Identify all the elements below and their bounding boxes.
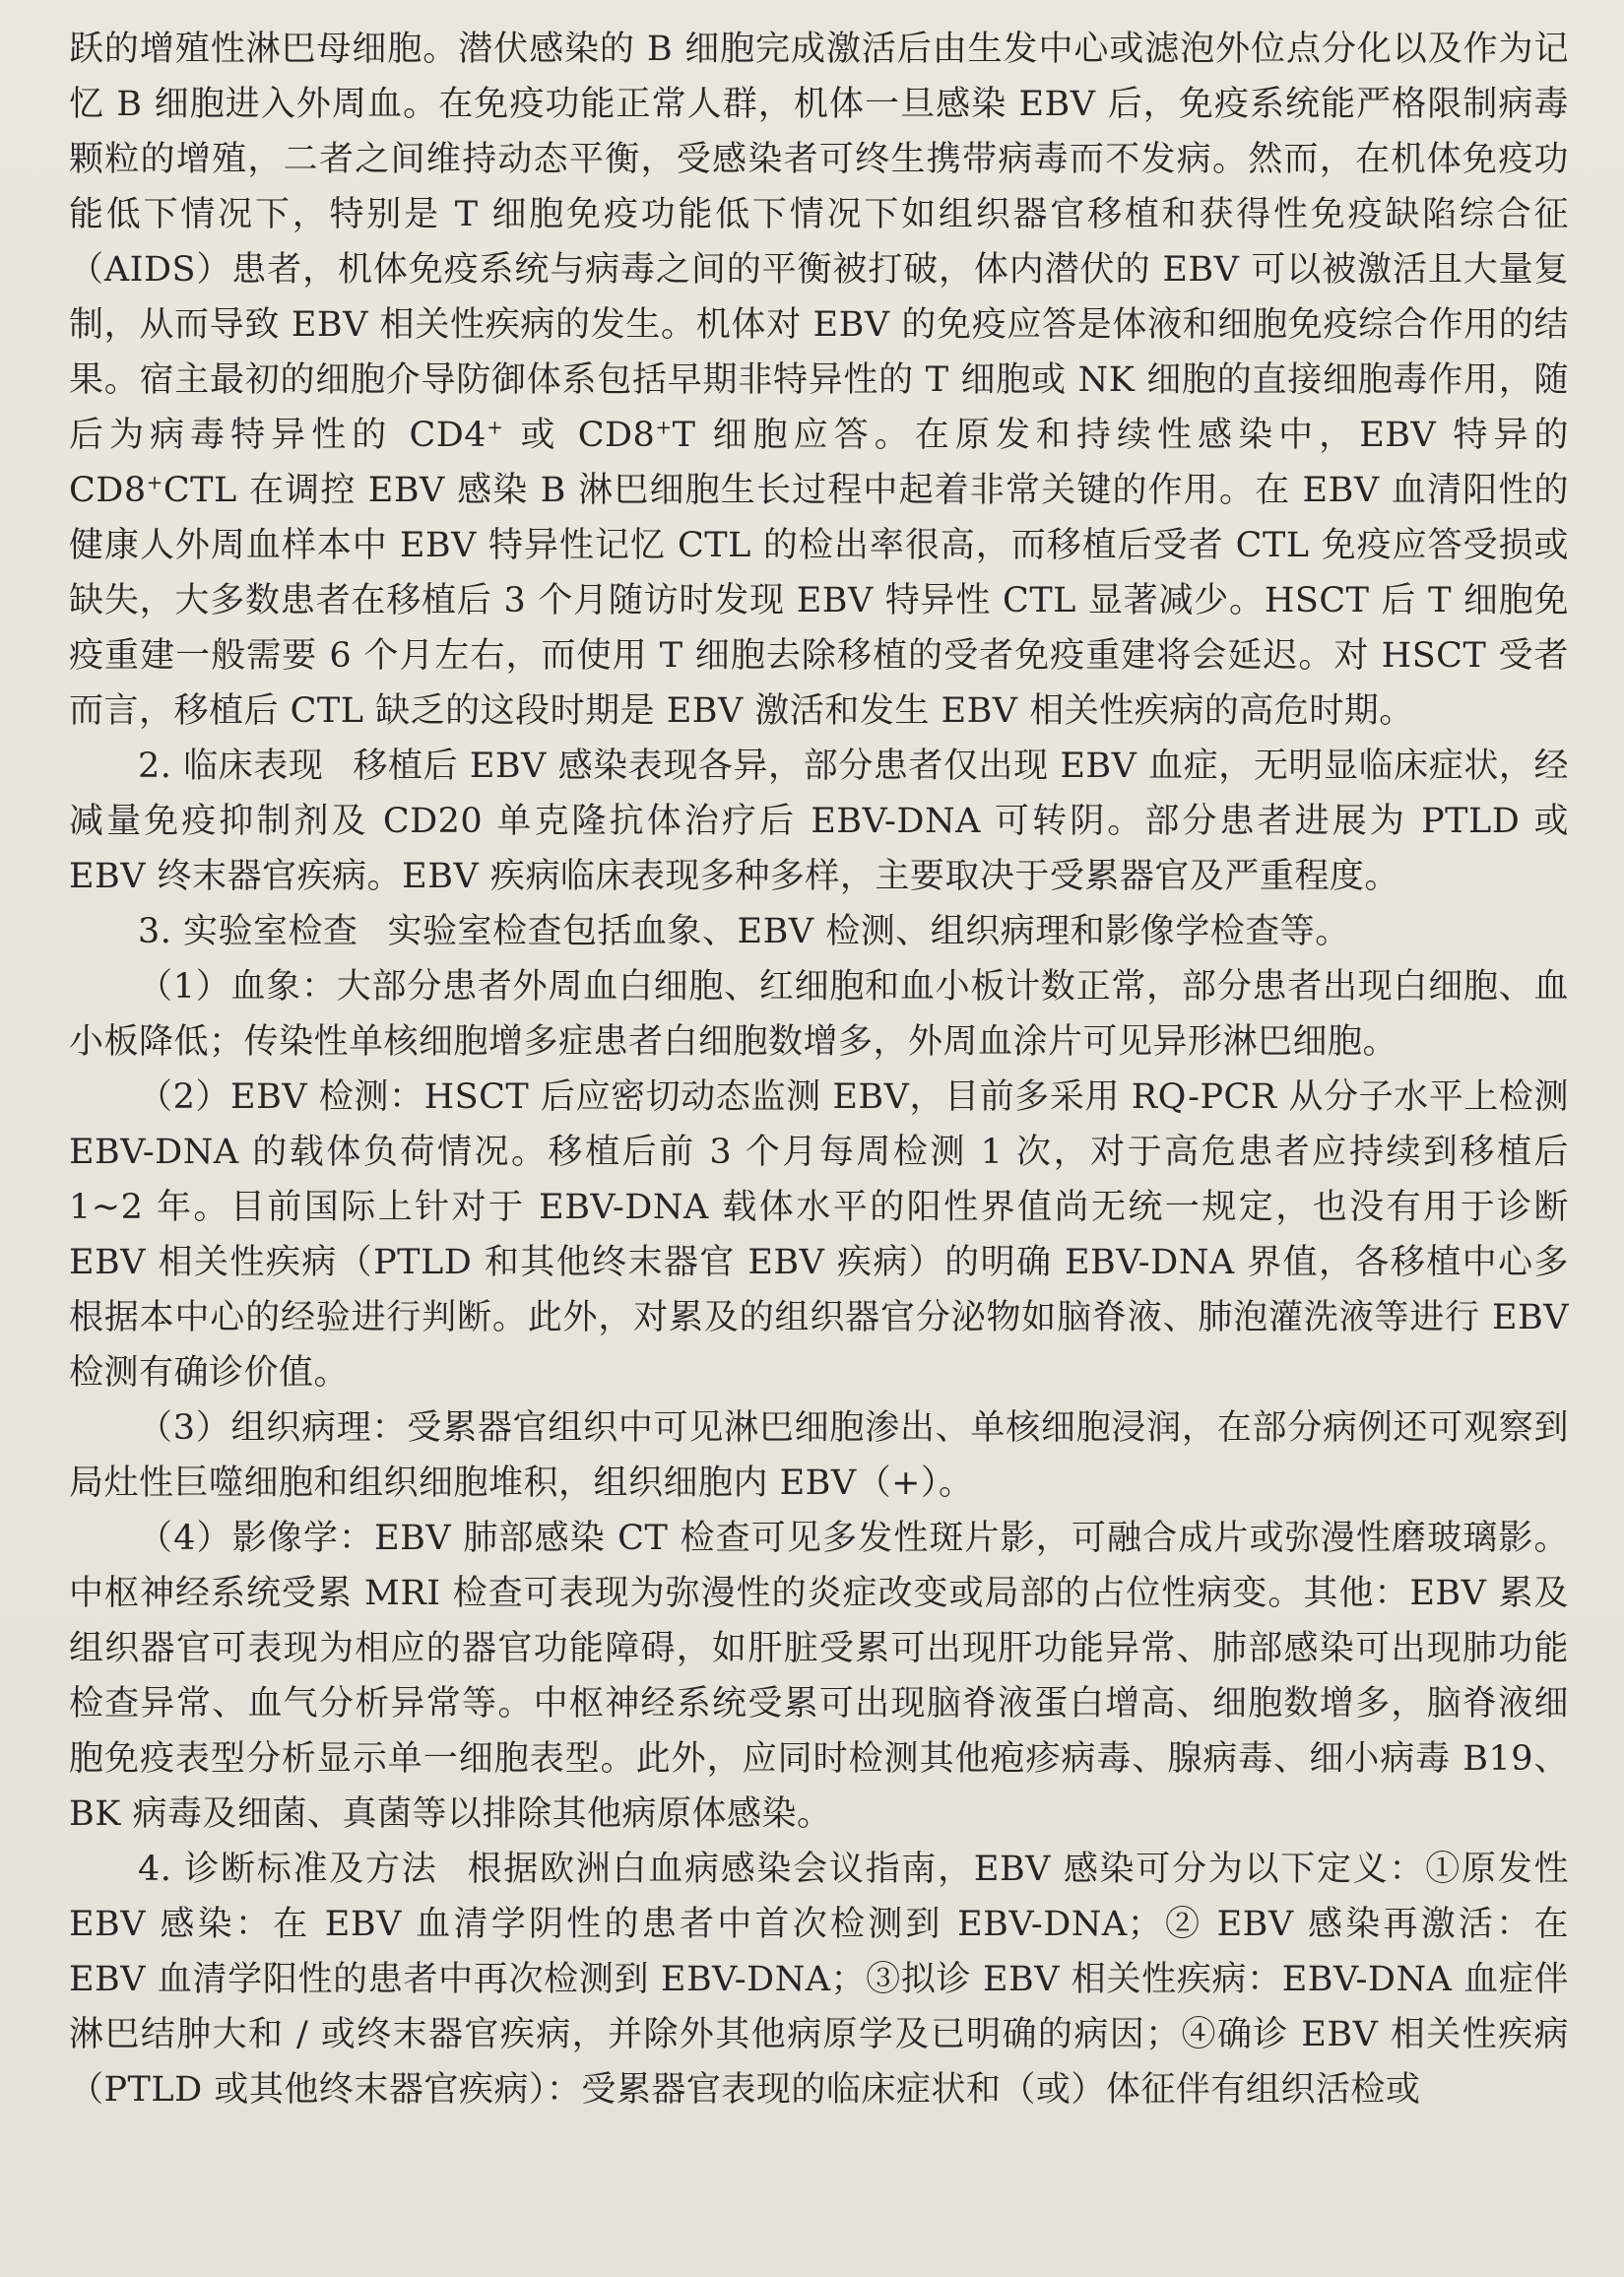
- superscript-plus: +: [487, 415, 504, 439]
- text-run: 跃的增殖性淋巴母细胞。潜伏感染的 B 细胞完成激活后由生发中心或滤泡外位点分化以及作为记忆 B 细胞进入外周血。在免疫功能正常人群，机体一旦感染 EBV 后，免疫系统能严格限制病毒颗粒的增殖，二者之间维持动态平衡，受感染者可终生携带病毒而不发病。然而，在机体免疫功能低下情况下，特别是 T 细胞免疫功能低下情况下如组织器官移植和获得性免疫缺陷综合征（AIDS）患者，机体免疫系统与病毒之间的平衡被打破，体内潜伏的 EBV 可以被激活且大量复制，从而导致 EBV 相关性疾病的发生。机体对 EBV 的免疫应答是体液和细胞免疫综合作用的结果。宿主最初的细胞介导防御体系包括早期非特异性的 T 细胞或 NK 细胞的直接细胞毒作用，随后为病毒特异性的 CD4: [69, 30, 1569, 455]
- section-clinical-manifestation: [69, 739, 1569, 904]
- section-lab-tests: [69, 904, 1569, 959]
- text-run: CTL 在调控 EBV 感染 B 淋巴细胞生长过程中起着非常关键的作用。在 EBV 血清阳性的健康人外周血样本中 EBV 特异性记忆 CTL 的检出率很高，而移植后受者 CTL 免疫应答受损或缺失，大多数患者在移植后 3 个月随访时发现 EBV 特异性 CTL 显著减少。HSCT 后 T 细胞免疫重建一般需要 6 个月左右，而使用 T 细胞去除移植的受者免疫重建将会延迟。对 HSCT 受者而言，移植后 CTL 缺乏的这段时期是 EBV 激活和发生 EBV 相关性疾病的高危时期。: [69, 471, 1570, 731]
- subsection-ebv-detection: （2）EBV 检测：HSCT 后应密切动态监测 EBV，目前多采用 RQ-PCR 从分子水平上检测 EBV-DNA 的载体负荷情况。移植后前 3 个月每周检测 1 次，对于高危患者应持续到移植后 1~2 年。目前国际上针对于 EBV-DNA 载体水平的阳性界值尚无统一规定，也没有用于诊断 EBV 相关性疾病（PTLD 和其他终末器官 EBV 疾病）的明确 EBV-DNA 界值，各移植中心多根据本中心的经验进行判断。此外，对累及的组织器官分泌物如脑脊液、肺泡灌洗液等进行 EBV 检测有确诊价值。: [69, 1077, 1569, 1393]
- section-text: 根据欧洲白血病感染会议指南，EBV 感染可分为以下定义：①原发性 EBV 感染：在 EBV 血清学阴性的患者中首次检测到 EBV-DNA；② EBV 感染再激活：在 EBV 血清学阳性的患者中再次检测到 EBV-DNA；③拟诊 EBV 相关性疾病：EBV-DNA 血症伴淋巴结肿大和 / 或终末器官疾病，并除外其他病原学及已明确的病因；④确诊 EBV 相关性疾病（PTLD 或其他终末器官疾病）：受累器官表现的临床症状和（或）体征伴有组织活检或: [69, 1850, 1569, 2110]
- subsection-blood-count: （1）血象：大部分患者外周血白细胞、红细胞和血小板计数正常，部分患者出现白细胞、血小板降低；传染性单核细胞增多症患者白细胞数增多，外周血涂片可见异形淋巴细胞。: [69, 967, 1569, 1062]
- subsection-histopathology: （3）组织病理：受累器官组织中可见淋巴细胞渗出、单核细胞浸润，在部分病例还可观察到局灶性巨噬细胞和组织细胞堆积，组织细胞内 EBV（+）。: [69, 1408, 1569, 1503]
- section-text: 移植后 EBV 感染表现各异，部分患者仅出现 EBV 血症，无明显临床症状，经减量免疫抑制剂及 CD20 单克隆抗体治疗后 EBV-DNA 可转阴。部分患者进展为 PTLD 或 EBV 终末器官疾病。EBV 疾病临床表现多种多样，主要取决于受累器官及严重程度。: [69, 747, 1569, 896]
- section-heading: 3. 实验室检查: [138, 912, 358, 951]
- section-heading: 4. 诊断标准及方法: [138, 1850, 438, 1889]
- superscript-plus: +: [146, 470, 163, 494]
- text-run: 或 CD8: [503, 416, 656, 455]
- section-heading: 2. 临床表现: [138, 747, 324, 786]
- section-text: 实验室检查包括血象、EBV 检测、组织病理和影像学检查等。: [387, 912, 1350, 951]
- text-run: T 细胞应答。在原发和持续性感染中，EBV 特异的 CD8: [69, 416, 1569, 510]
- section-diagnosis: [69, 1842, 1569, 2117]
- superscript-plus: +: [655, 415, 673, 439]
- subsection-imaging: （4）影像学：EBV 肺部感染 CT 检查可见多发性斑片影，可融合成片或弥漫性磨玻璃影。中枢神经系统受累 MRI 检查可表现为弥漫性的炎症改变或局部的占位性病变。其他：EBV 累及组织器官可表现为相应的器官功能障碍，如肝脏受累可出现肝功能异常、肺部感染可出现肺功能检查异常、血气分析异常等。中枢神经系统受累可出现脑脊液蛋白增高、细胞数增多，脑脊液细胞免疫表型分析显示单一细胞表型。此外，应同时检测其他疱疹病毒、腺病毒、细小病毒 B19、BK 病毒及细菌、真菌等以排除其他病原体感染。: [69, 1519, 1569, 1834]
- paragraph-ebv-immunology: [69, 22, 1569, 739]
